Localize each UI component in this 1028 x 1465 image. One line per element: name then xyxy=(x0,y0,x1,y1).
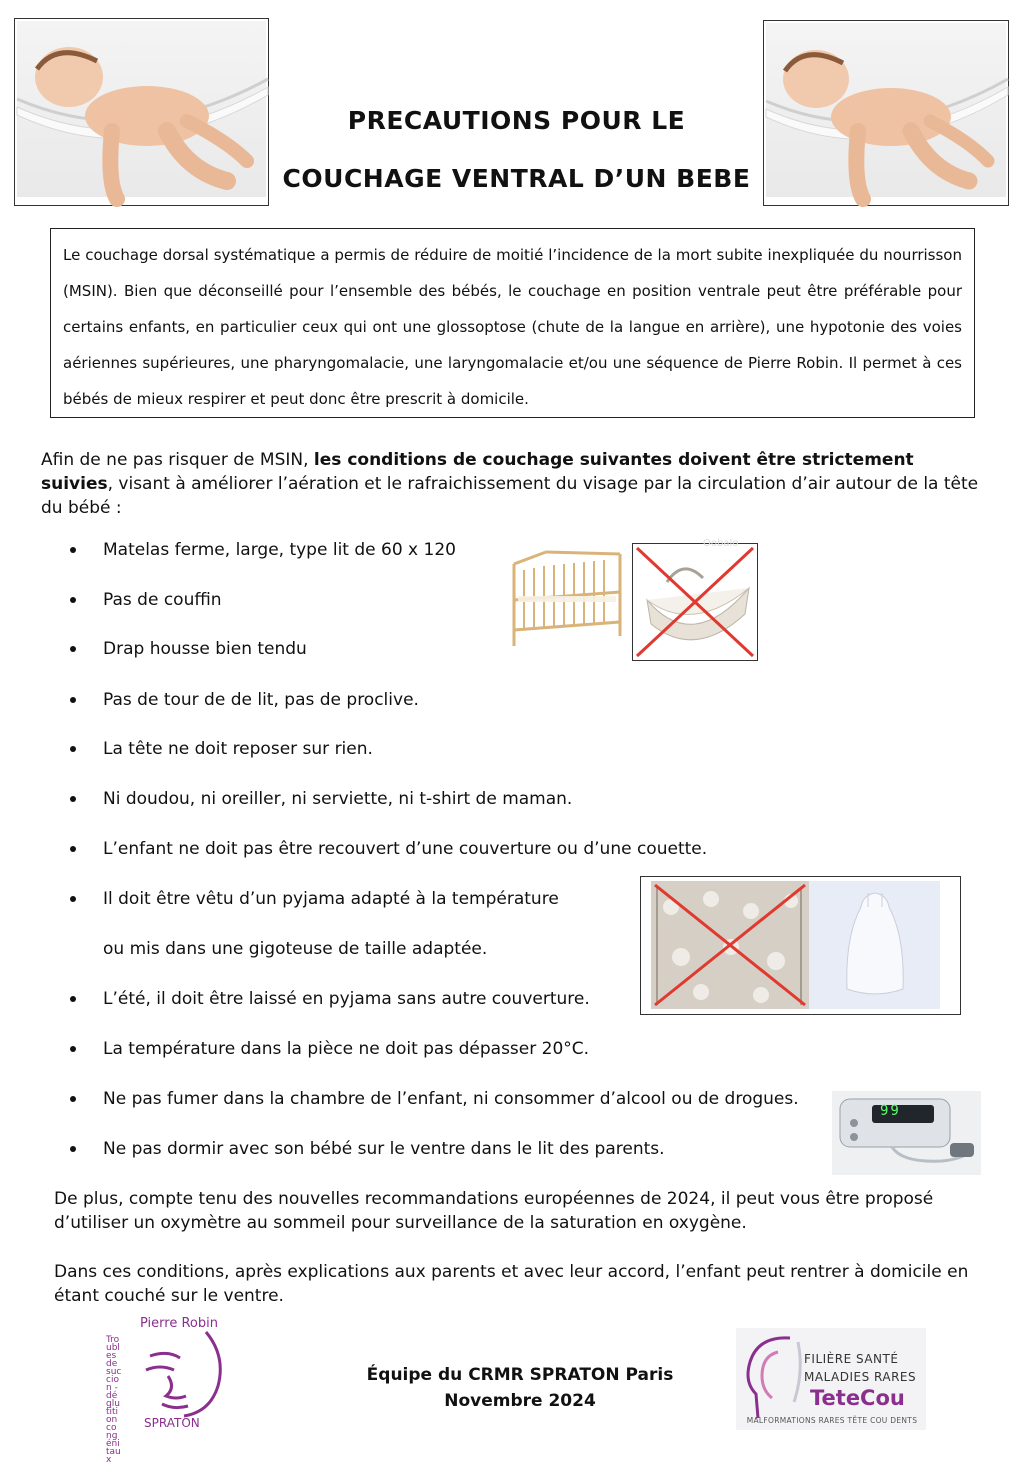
paragraph-final: Dans ces conditions, après explications aux parents et avec leur accord, l’enfant peut rentrer à domicile en étant couché sur le ventre. xyxy=(54,1262,969,1306)
bullet-dot xyxy=(70,846,76,852)
paragraph-2024: De plus, compte tenu des nouvelles recommandations européennes de 2024, il peut vous être proposé d’utiliser un oxymètre au sommeil pour surveillance de la saturation en oxygène. xyxy=(54,1189,934,1233)
bullet-dot xyxy=(70,646,76,652)
conditions-suffix: , visant à améliorer l’aération et le rafraichissement du visage par la circulation d’air autour de la tête du bébé : xyxy=(41,474,979,518)
bullet-dot xyxy=(70,1046,76,1052)
logo-right-line2: MALADIES RARES xyxy=(804,1370,917,1384)
logo-left-bottom: SPRATON xyxy=(144,1416,200,1430)
crib-image xyxy=(508,550,628,648)
baby-photo-right xyxy=(763,20,1009,206)
title-line-1: PRECAUTIONS POUR LE xyxy=(347,106,686,135)
logo-left-arc-text: Troubles de succion - déglutition congénitaux xyxy=(106,1335,122,1465)
logo-right-line1: FILIÈRE SANTÉ xyxy=(804,1352,899,1366)
tetecou-logo xyxy=(736,1328,926,1430)
bullet-dot xyxy=(70,547,76,553)
bullet-dot xyxy=(70,1096,76,1102)
oximeter-icon xyxy=(832,1091,981,1175)
footer-line-2: Novembre 2024 xyxy=(444,1391,596,1411)
bullet-dot xyxy=(70,597,76,603)
footer-signature xyxy=(300,1362,740,1414)
conditions-prefix: Afin de ne pas risquer de MSIN, xyxy=(41,450,314,470)
bedding-sleepsack-image xyxy=(640,876,961,1015)
page-title xyxy=(270,92,763,208)
spraton-logo xyxy=(106,1316,240,1465)
bullet-dot xyxy=(70,896,76,902)
baby-hammock-illustration xyxy=(17,21,268,199)
logo-right-brand: TeteCou xyxy=(810,1386,905,1410)
bullet-dot xyxy=(70,996,76,1002)
intro-box xyxy=(50,228,975,418)
title-line-2: COUCHAGE VENTRAL D’UN BEBE xyxy=(282,164,751,193)
footer-line-1: Équipe du CRMR SPRATON Paris xyxy=(366,1365,674,1385)
bullet-dot xyxy=(70,697,76,703)
intro-text: Le couchage dorsal systématique a permis de réduire de moitié l’incidence de la mort subite inexpliquée du nourrisson (MSIN). Bien que déconseillé pour l’ensemble des bébés, le couchage en position ventrale peut être préférable pour certains enfants, en particulier ceux qui ont une glossoptose (chute de la langue en arrière), une hypotonie des voies aériennes supérieures, une pharyngomalacie, une laryngomalacie et/ou une séquence de Pierre Robin. Il permet à ces bébés de mieux respirer et peut donc être prescrit à domicile. xyxy=(63,246,962,408)
crib-icon xyxy=(508,550,628,648)
oximeter-image xyxy=(832,1091,981,1175)
conditions-bold: les conditions de couchage suivantes doivent être strictement suivies xyxy=(41,450,914,494)
bedding-crossed-icon xyxy=(641,877,960,1014)
bullet-dot xyxy=(70,796,76,802)
bullet-dot xyxy=(70,1146,76,1152)
bassinet-icon xyxy=(633,544,757,660)
head-profile-icon xyxy=(738,1332,808,1424)
logo-right-tagline: MALFORMATIONS RARES TÊTE COU DENTS xyxy=(746,1416,918,1425)
bullet-dot xyxy=(70,746,76,752)
baby-photo-left xyxy=(14,18,269,206)
watermark-text: Oobalo xyxy=(703,538,739,549)
bassinet-crossed-image xyxy=(632,538,758,661)
logo-left-name: Pierre Robin xyxy=(140,1316,218,1331)
oximeter-readout: 99 xyxy=(880,1103,901,1119)
baby-hammock-illustration xyxy=(766,23,1008,199)
conditions-paragraph xyxy=(41,448,985,520)
